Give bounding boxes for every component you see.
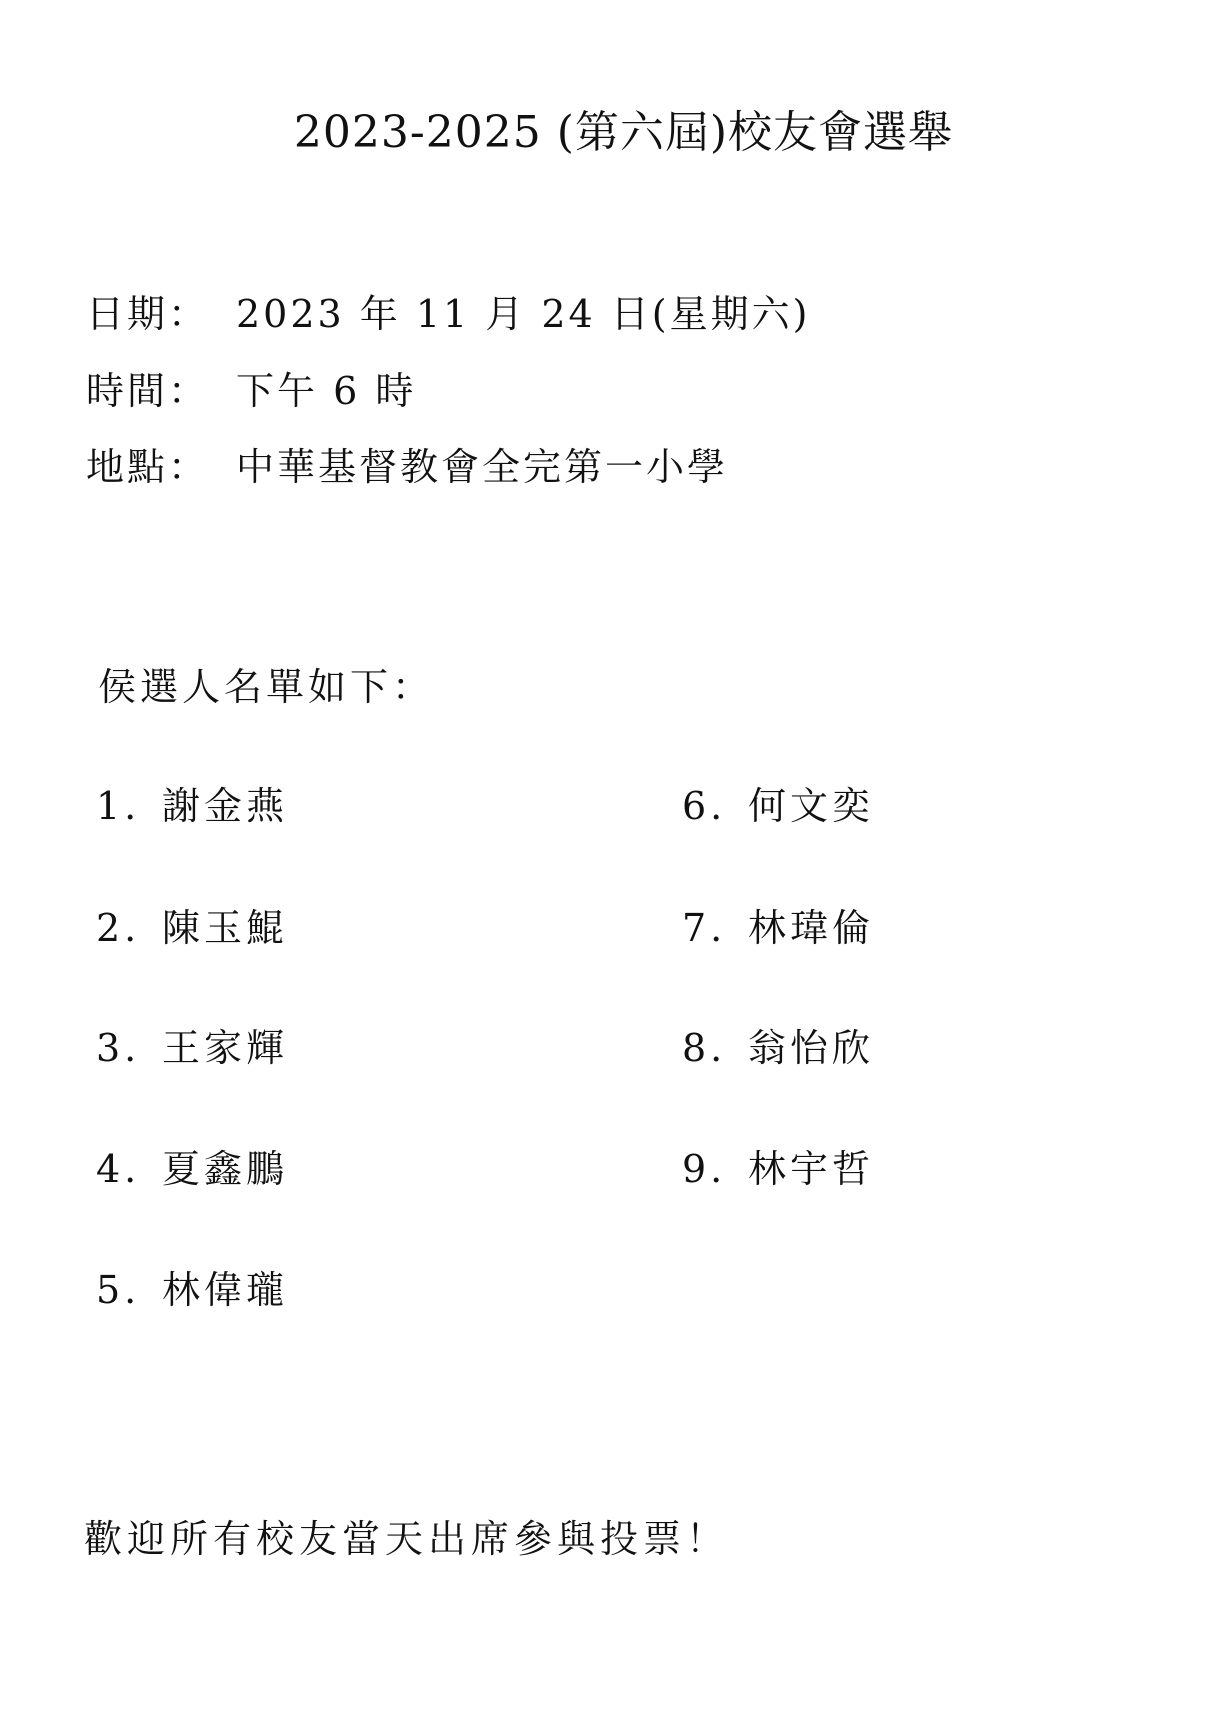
time-value: 下午 6 時 — [236, 369, 417, 413]
time-row — [86, 360, 416, 415]
candidate-item — [96, 1138, 288, 1193]
candidate-name: 陳玉鯤 — [162, 906, 289, 950]
candidate-item — [682, 1017, 874, 1072]
candidate-number: 3. — [96, 1026, 141, 1070]
candidate-number: 1. — [96, 784, 141, 828]
candidate-item — [96, 897, 288, 952]
candidates-intro: 侯選人名單如下： — [98, 665, 435, 709]
candidate-name: 夏鑫鵬 — [162, 1147, 289, 1191]
candidate-number: 9. — [682, 1147, 727, 1191]
candidate-item — [682, 897, 874, 952]
candidate-number: 2. — [96, 906, 141, 950]
candidate-name: 何文奕 — [748, 784, 875, 828]
candidate-item — [96, 1259, 288, 1314]
time-label: 時間： — [86, 369, 210, 413]
candidate-item — [682, 775, 874, 830]
candidate-number: 8. — [682, 1026, 727, 1070]
candidate-number: 5. — [96, 1268, 141, 1312]
candidate-number: 4. — [96, 1147, 141, 1191]
candidate-item — [96, 1017, 288, 1072]
candidate-item — [682, 1138, 874, 1193]
candidate-name: 翁怡欣 — [748, 1026, 875, 1070]
candidate-name: 林偉瓏 — [162, 1268, 289, 1312]
candidate-name: 王家輝 — [162, 1026, 289, 1070]
candidate-number: 6. — [682, 784, 727, 828]
venue-label: 地點： — [86, 445, 210, 489]
venue-value: 中華基督教會全完第一小學 — [236, 445, 729, 489]
date-value: 2023 年 11 月 24 日(星期六) — [236, 292, 811, 336]
closing-message: 歡迎所有校友當天出席參與投票！ — [84, 1517, 730, 1561]
candidate-name: 謝金燕 — [162, 784, 289, 828]
candidate-name: 林瑋倫 — [748, 906, 875, 950]
date-row — [86, 283, 810, 338]
date-label: 日期： — [86, 292, 210, 336]
page-title: 2023-2025 (第六屆)校友會選舉 — [293, 107, 954, 158]
candidate-item — [96, 775, 288, 830]
candidate-name: 林宇哲 — [748, 1147, 875, 1191]
candidate-number: 7. — [682, 906, 727, 950]
venue-row — [86, 436, 728, 491]
